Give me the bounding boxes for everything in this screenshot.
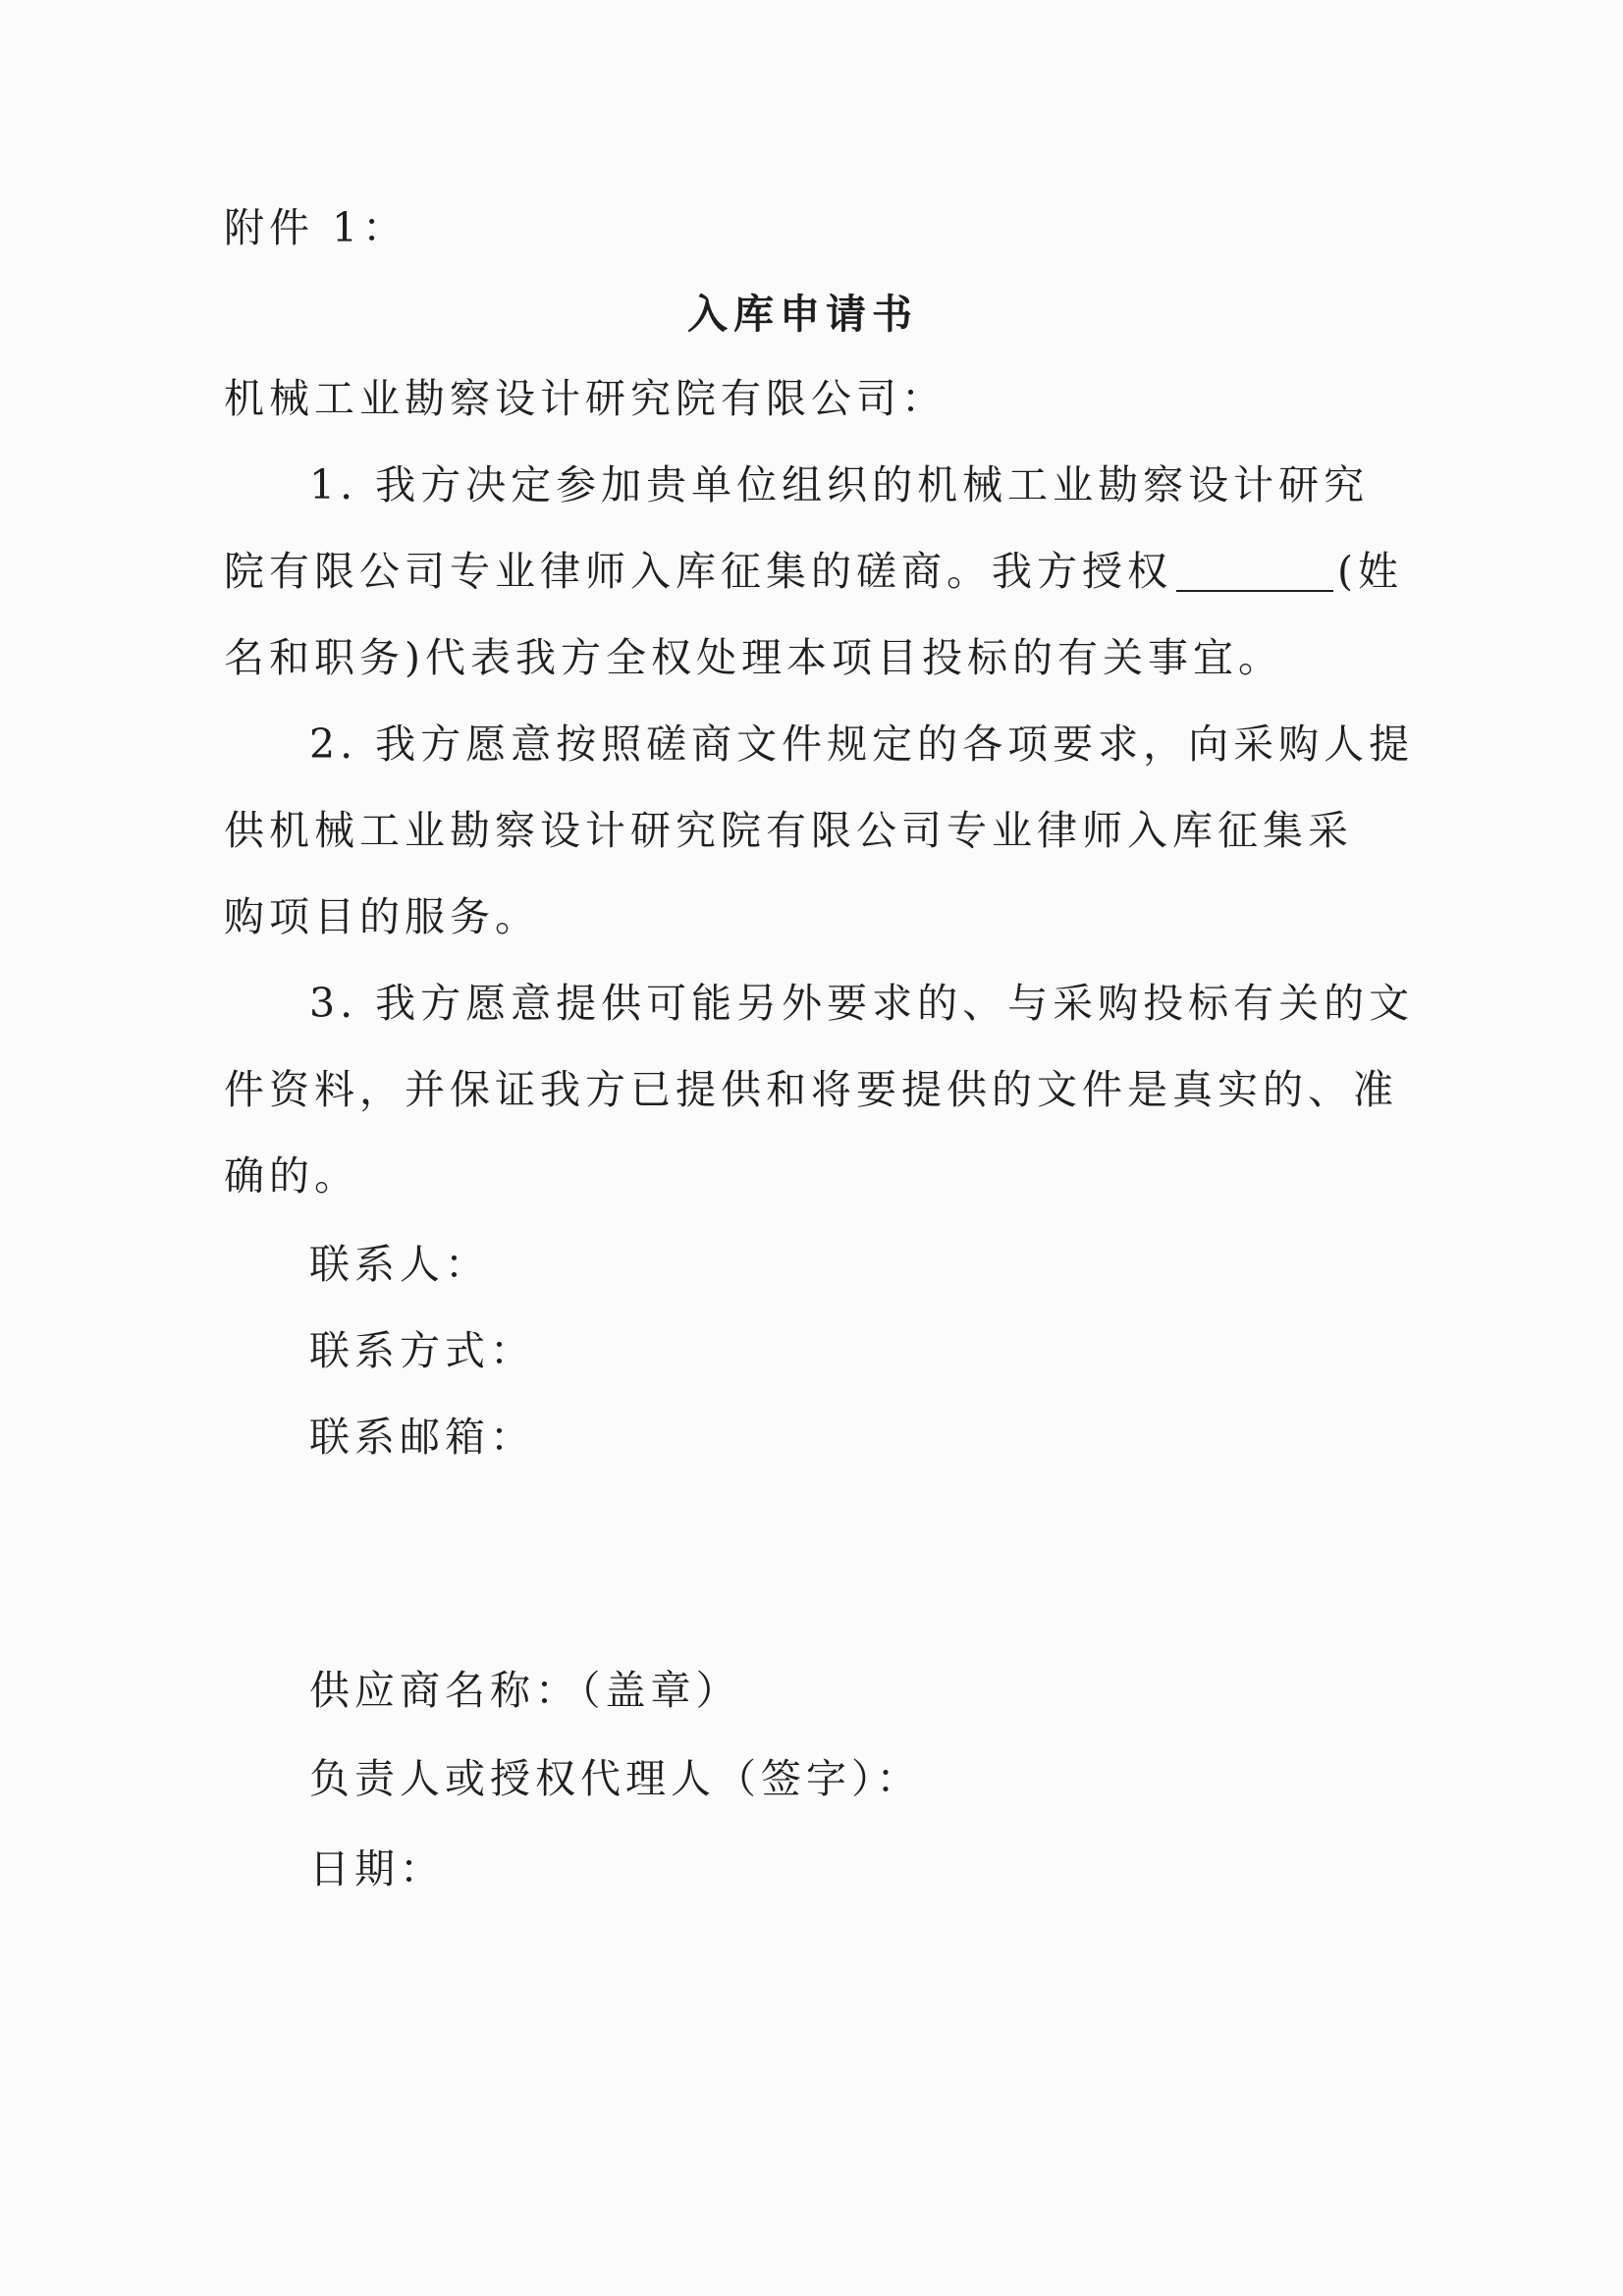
para2-line2: 供机械工业勘察设计研究院有限公司专业律师入库征集采	[224, 807, 1353, 854]
attachment-label: 附件 1：	[224, 204, 408, 251]
contact-email: 联系邮箱：	[309, 1414, 535, 1461]
document-title: 入库申请书	[687, 291, 918, 338]
para1-line2-tail: (姓	[1337, 548, 1403, 595]
contact-person: 联系人：	[309, 1241, 490, 1288]
para3-line2: 件资料，并保证我方已提供和将要提供的文件是真实的、准	[224, 1066, 1398, 1113]
representative-signature: 负责人或授权代理人（签字）：	[309, 1755, 922, 1802]
para2-line3: 购项目的服务。	[224, 893, 540, 940]
date-field: 日期：	[309, 1845, 445, 1893]
contact-method: 联系方式：	[309, 1327, 535, 1374]
para1-line3: 名和职务)代表我方全权处理本项目投标的有关事宜。	[224, 634, 1283, 681]
para1-line1: 1. 我方决定参加贵单位组织的机械工业勘察设计研究	[309, 461, 1370, 508]
para3-line3: 确的。	[224, 1152, 359, 1200]
para1-line2	[224, 548, 1403, 595]
para2-line1: 2. 我方愿意按照磋商文件规定的各项要求，向采购人提	[309, 721, 1415, 768]
para3-line1: 3. 我方愿意提供可能另外要求的、与采购投标有关的文	[309, 980, 1415, 1027]
para1-line2-text: 院有限公司专业律师入库征集的磋商。我方授权	[224, 548, 1172, 595]
supplier-name: 供应商名称：（盖章）	[309, 1667, 741, 1714]
authorized-name-blank	[1176, 555, 1333, 592]
addressee: 机械工业勘察设计研究院有限公司：	[224, 375, 947, 422]
